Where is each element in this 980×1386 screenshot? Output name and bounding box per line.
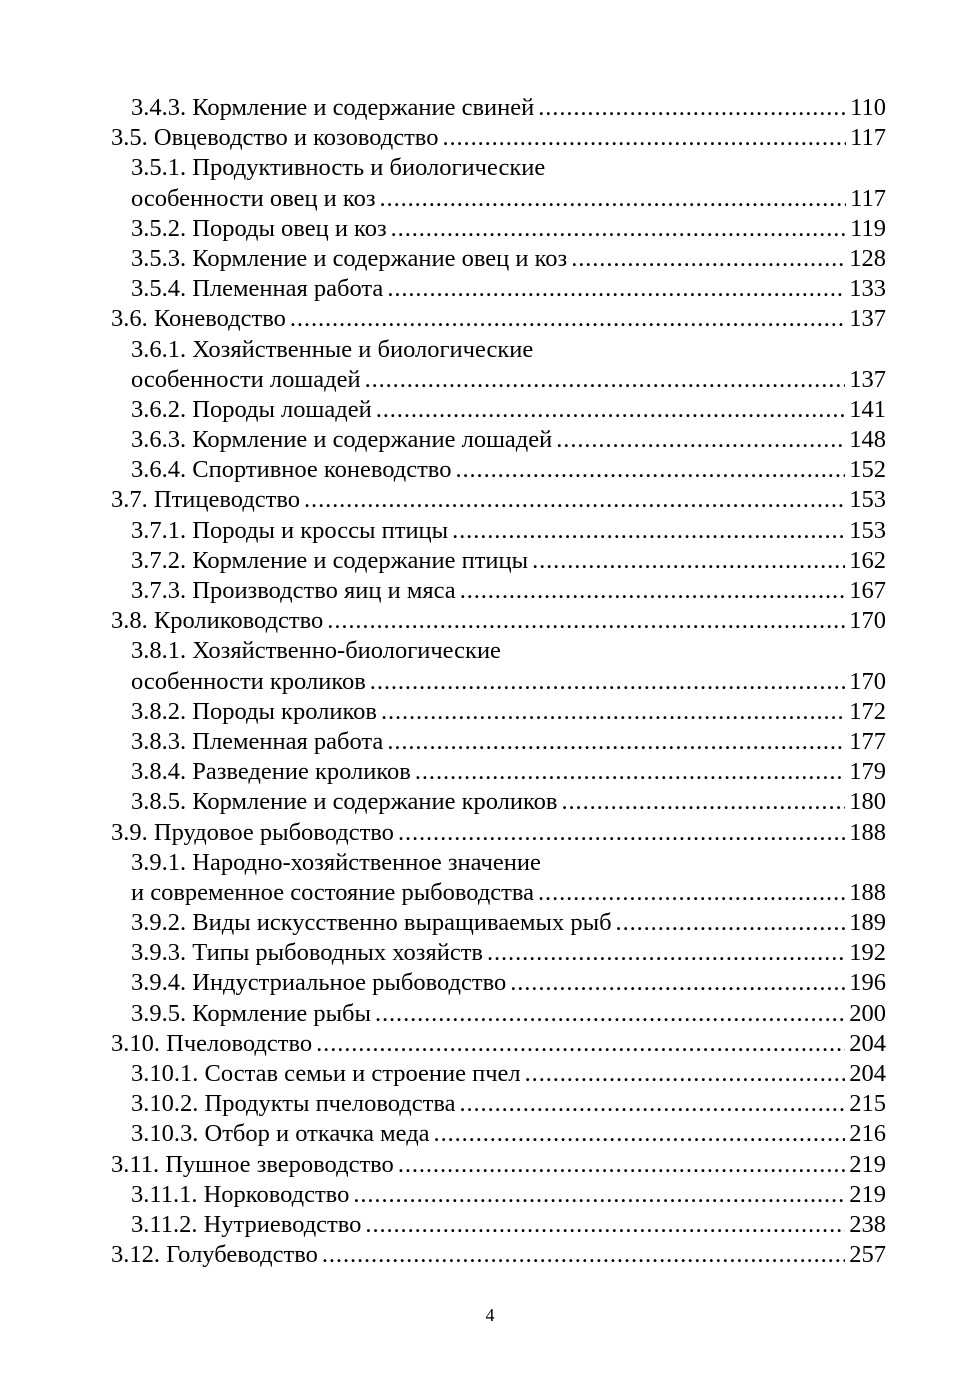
toc-entry [111,938,886,968]
toc-entry-page: 196 [849,969,886,997]
toc-entry-title: 3.6.2. Породы лошадей [131,395,372,423]
toc-entry-page: 170 [849,667,886,695]
dot-leader [387,274,845,304]
dot-leader [538,93,846,123]
toc-entry-title: 3.9.4. Индустриальное рыбоводство [131,969,507,997]
toc-entry-page: 110 [850,94,886,121]
toc-entry-title: 3.6. Коневодство [111,305,286,333]
toc-entry [111,606,886,636]
toc-entry-page: 216 [849,1120,886,1148]
dot-leader [376,395,846,425]
toc-entry-title: 3.7.1. Породы и кроссы птицы [131,516,449,544]
toc-entry [111,184,886,214]
toc-entry [111,908,886,938]
toc-entry-title: 3.11. Пушное звероводство [111,1150,394,1178]
dot-leader [538,878,845,908]
toc-entry [111,818,886,848]
toc-entry-page: 189 [849,909,886,937]
dot-leader [375,999,845,1029]
dot-leader [455,455,845,485]
dot-leader [459,1089,845,1119]
toc-entry [111,123,886,153]
toc-entry-title: 3.12. Голубеводство [111,1241,318,1269]
toc-entry [111,1029,886,1059]
dot-leader [391,214,847,244]
toc-entry-title: 3.8.1. Хозяйственно-биологические [131,637,501,665]
table-of-contents [111,93,886,1270]
toc-entry [111,365,886,395]
toc-entry-title: 3.9.3. Типы рыбоводных хозяйств [131,939,483,967]
dot-leader [460,576,846,606]
toc-entry-title: 3.10. Пчеловодство [111,1029,313,1057]
dot-leader [387,727,845,757]
toc-entry-page: 188 [849,818,886,846]
toc-entry-page: 119 [850,214,886,242]
toc-entry-page: 153 [849,486,886,514]
toc-entry-page: 180 [849,788,886,816]
toc-entry-page: 179 [849,758,886,786]
dot-leader [415,757,845,787]
toc-entry-title: 3.8.2. Породы кроликов [131,697,377,725]
toc-entry-page: 257 [849,1241,886,1269]
toc-entry [111,667,886,697]
toc-entry [111,757,886,787]
dot-leader [381,697,845,727]
toc-entry-title: 3.10.3. Отбор и откачка меда [131,1120,430,1148]
toc-entry-page: 167 [849,577,886,604]
toc-entry-title: и современное состояние рыбоводства [131,878,535,906]
dot-leader [616,908,846,938]
toc-entry-title: 3.9.1. Народно-хозяйственное значение [131,848,541,876]
toc-entry-title: 3.11.2. Нутриеводство [131,1210,362,1238]
dot-leader [365,1210,845,1240]
toc-entry-title: 3.8. Кролиководство [111,607,324,635]
toc-entry-title: 3.6.3. Кормление и содержание лошадей [131,426,553,454]
dot-leader [353,1180,845,1210]
toc-entry-title: 3.8.4. Разведение кроликов [131,758,411,786]
toc-entry [111,1150,886,1180]
toc-entry-title: 3.9. Прудовое рыбоводство [111,818,394,846]
toc-entry-title: 3.7.3. Производство яиц и мяса [131,577,456,604]
toc-entry-title: 3.9.5. Кормление рыбы [131,999,371,1027]
toc-entry-page: 152 [849,456,886,484]
toc-entry [111,1089,886,1119]
dot-leader [322,1240,845,1270]
dot-leader [571,244,845,274]
toc-entry-title: 3.5.3. Кормление и содержание овец и коз [131,244,568,272]
dot-leader [442,123,846,153]
dot-leader [562,787,846,817]
toc-entry [111,1059,886,1089]
toc-entry [111,335,886,365]
toc-entry-title: 3.6.1. Хозяйственные и биологические [131,335,534,363]
dot-leader [398,1150,845,1180]
toc-entry-title: 3.10.2. Продукты пчеловодства [131,1090,456,1118]
toc-entry [111,485,886,515]
toc-entry-page: 117 [850,184,886,212]
page-number: 4 [485,1305,495,1325]
toc-entry [111,244,886,274]
toc-entry-title: 3.5.4. Племенная работа [131,275,384,303]
toc-entry-title: 3.8.5. Кормление и содержание кроликов [131,788,558,816]
toc-entry-page: 192 [849,939,886,967]
toc-entry [111,1119,886,1149]
toc-entry-page: 148 [849,426,886,454]
toc-entry [111,425,886,455]
toc-entry [111,848,886,878]
toc-entry [111,1240,886,1270]
toc-entry [111,697,886,727]
toc-entry-title: особенности кроликов [131,667,366,695]
toc-entry-title: особенности лошадей [131,365,361,393]
toc-entry-title: 3.9.2. Виды искусственно выращиваемых рыб [131,909,612,937]
dot-leader [434,1119,846,1149]
toc-entry-title: 3.6.4. Спортивное коневодство [131,456,452,484]
toc-entry [111,636,886,666]
toc-entry [111,395,886,425]
dot-leader [316,1029,845,1059]
dot-leader [452,516,845,546]
dot-leader [398,818,845,848]
toc-entry [111,93,886,123]
toc-entry-page: 238 [849,1210,886,1238]
toc-entry-title: 3.5. Овцеводство и козоводство [111,124,439,152]
toc-entry-page: 188 [849,878,886,906]
toc-entry-title: 3.7.2. Кормление и содержание птицы [131,546,529,574]
dot-leader [327,606,845,636]
dot-leader [525,1059,846,1089]
toc-entry-page: 177 [849,727,886,755]
dot-leader [304,485,845,515]
toc-entry-page: 137 [849,365,886,393]
toc-entry [111,1180,886,1210]
dot-leader [487,938,845,968]
toc-entry-page: 137 [849,305,886,333]
toc-entry-page: 170 [849,607,886,635]
toc-entry [111,727,886,757]
toc-entry [111,516,886,546]
toc-entry [111,274,886,304]
toc-entry-title: 3.7. Птицеводство [111,486,301,514]
toc-entry [111,787,886,817]
toc-entry-page: 117 [850,124,886,152]
toc-entry-title: 3.5.2. Породы овец и коз [131,214,387,242]
toc-entry [111,153,886,183]
toc-entry [111,546,886,576]
toc-entry-page: 204 [849,1060,886,1087]
toc-entry-title: 3.10.1. Состав семьи и строение пчел [131,1060,521,1087]
toc-entry [111,878,886,908]
toc-entry-title: 3.11.1. Норководство [131,1180,350,1208]
toc-entry-page: 133 [849,275,886,303]
toc-entry-page: 153 [849,516,886,544]
toc-entry-page: 200 [849,999,886,1027]
dot-leader [370,667,845,697]
toc-entry [111,455,886,485]
toc-entry-page: 172 [849,697,886,725]
toc-entry [111,214,886,244]
toc-entry-title: особенности овец и коз [131,184,376,212]
dot-leader [365,365,846,395]
toc-entry [111,1210,886,1240]
dot-leader [532,546,845,576]
toc-entry [111,576,886,606]
toc-entry-title: 3.5.1. Продуктивность и биологические [131,154,546,182]
dot-leader [556,425,845,455]
toc-entry [111,304,886,334]
dot-leader [380,184,847,214]
dot-leader [290,304,845,334]
toc-entry-title: 3.8.3. Племенная работа [131,727,384,755]
dot-leader [510,968,845,998]
toc-entry [111,999,886,1029]
toc-entry-page: 162 [849,546,886,574]
toc-entry-page: 219 [849,1180,886,1208]
toc-entry-page: 204 [849,1029,886,1057]
toc-entry-page: 215 [849,1090,886,1118]
toc-entry-page: 219 [849,1150,886,1178]
toc-entry-page: 128 [849,244,886,272]
toc-entry [111,968,886,998]
toc-entry-page: 141 [849,395,886,423]
toc-entry-title: 3.4.3. Кормление и содержание свиней [131,94,535,121]
